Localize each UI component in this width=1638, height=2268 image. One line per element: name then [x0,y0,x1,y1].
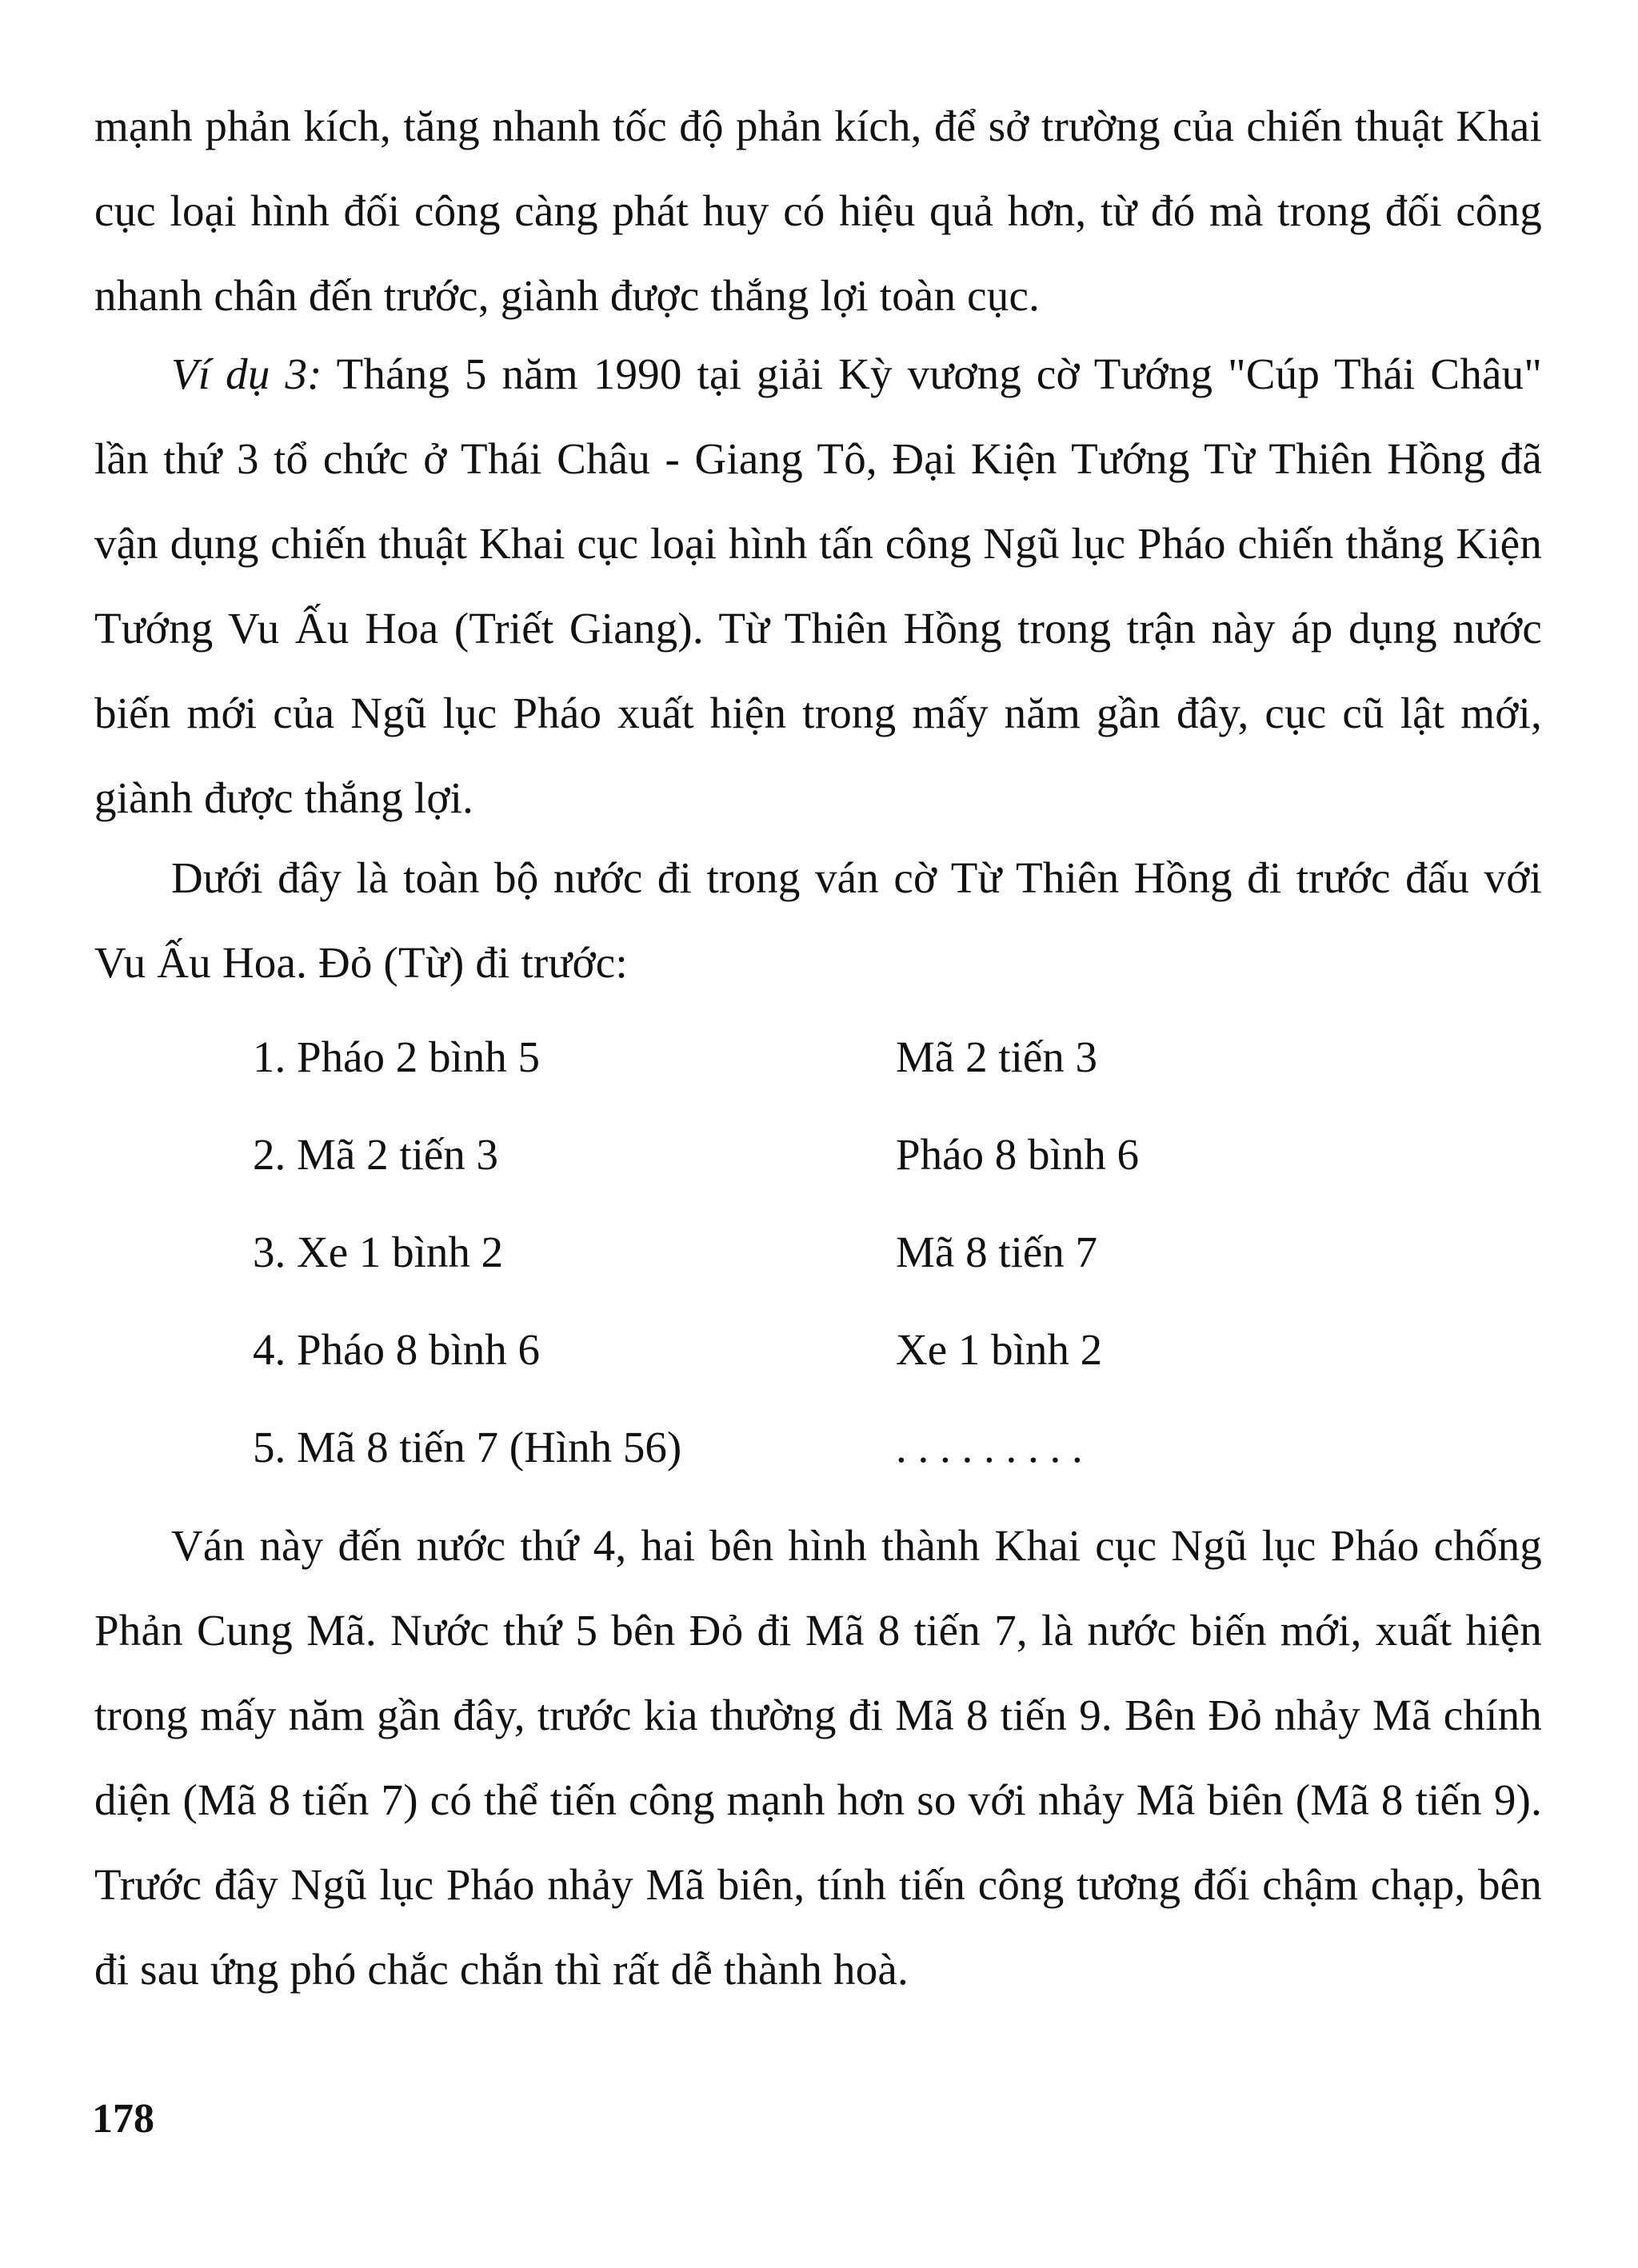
example-label: Ví dụ 3: [171,349,322,398]
black-move: Mã 8 tiến 7 [896,1228,1098,1276]
red-move: 3. Xe 1 bình 2 [253,1228,504,1276]
black-move: Pháo 8 bình 6 [896,1130,1140,1179]
black-move: Mã 2 tiến 3 [896,1032,1098,1081]
black-move: Xe 1 bình 2 [896,1325,1103,1374]
paragraph-analysis: Ván này đến nước thứ 4, hai bên hình thành Khai cục Ngũ lục Pháo chống Phản Cung Mã. Nước thứ 5 bên Đỏ đi Mã 8 tiến 7, là nước biến mới, xuất hiện trong mấy năm gần đây, trước kia thường đi Mã 8 tiến 9. Bên Đỏ nhảy Mã chính diện (Mã 8 tiến 7) có thể tiến công mạnh hơn so với nhảy Mã biên (Mã 8 tiến 9). Trước đây Ngũ lục Pháo nhảy Mã biên, tính tiến công tương đối chậm chạp, bên đi sau ứng phó chắc chắn thì rất dễ thành hoà. [94,1521,1542,1994]
move-row [0,1302,1638,1398]
page-number: 178 [92,2096,154,2142]
black-move: . . . . . . . . . [896,1423,1083,1471]
red-move: 2. Mã 2 tiến 3 [253,1130,499,1179]
paragraph-moves-intro: Dưới đây là toàn bộ nước đi trong ván cờ Từ Thiên Hồng đi trước đấu với Vu Ấu Hoa. Đỏ (Từ) đi trước: [94,853,1542,987]
paragraph-intro: mạnh phản kích, tăng nhanh tốc độ phản kích, để sở trường của chiến thuật Khai cục loại hình đối công càng phát huy có hiệu quả hơn, từ đó mà trong đối công nhanh chân đến trước, giành được thắng lợi toàn cục. [94,102,1542,320]
red-move: 1. Pháo 2 bình 5 [253,1032,541,1081]
move-row [0,1204,1638,1300]
example-text: Tháng 5 năm 1990 tại giải Kỳ vương cờ Tướng "Cúp Thái Châu" lần thứ 3 tổ chức ở Thái Châu - Giang Tô, Đại Kiện Tướng Từ Thiên Hồng đã vận dụng chiến thuật Khai cục loại hình tấn công Ngũ lục Pháo chiến thắng Kiện Tướng Vu Ấu Hoa (Triết Giang). Từ Thiên Hồng trong trận này áp dụng nước biến mới của Ngũ lục Pháo xuất hiện trong mấy năm gần đây, cục cũ lật mới, giành được thắng lợi. [94,349,1542,822]
red-move: 5. Mã 8 tiến 7 (Hình 56) [253,1423,682,1471]
move-row [0,1107,1638,1203]
move-row [0,1400,1638,1495]
move-row [0,1009,1638,1105]
red-move: 4. Pháo 8 bình 6 [253,1325,541,1374]
paragraph-example-3 [94,332,1542,841]
